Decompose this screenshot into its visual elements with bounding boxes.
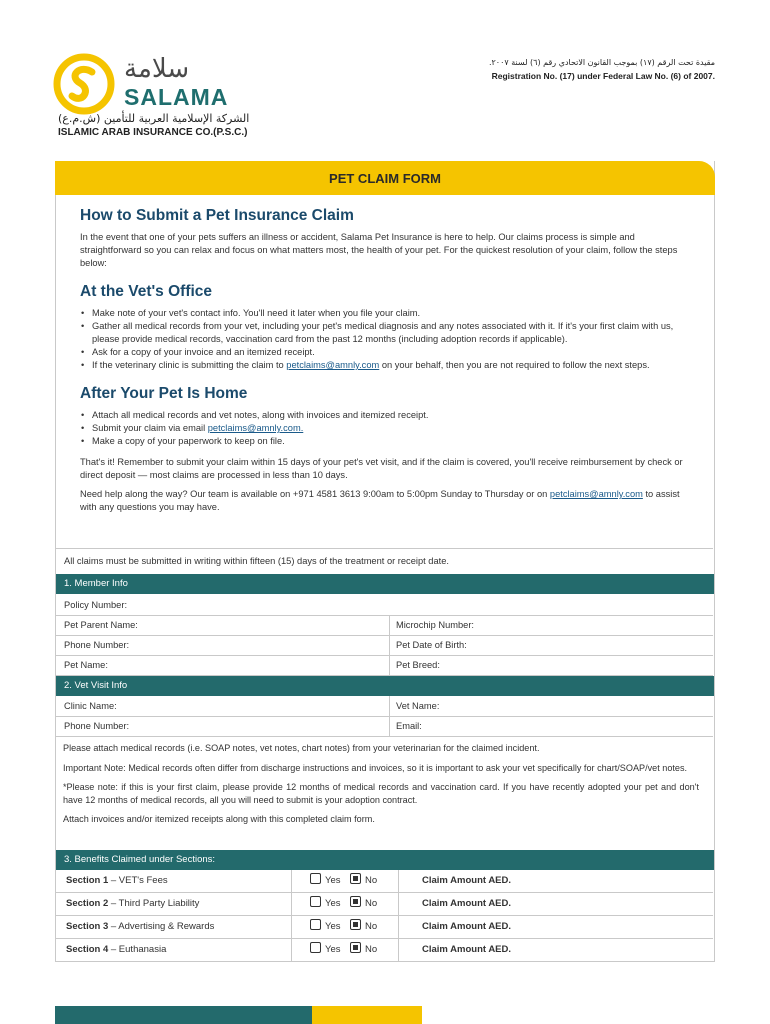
claim-amount-label[interactable]: Claim Amount AED. (422, 898, 512, 909)
phone-number-field[interactable]: Phone Number: (64, 640, 130, 650)
clinic-name-field[interactable]: Clinic Name: (64, 701, 117, 711)
company-name-arabic: الشركة الإسلامية العربية للتأمين (ش.م.ع) (58, 112, 250, 125)
instructions-section (80, 207, 690, 514)
checkbox-checked-icon[interactable] (350, 873, 361, 884)
form-row (56, 635, 713, 656)
note-text: Important Note: Medical records often differ from discharge instructions and invoices, so it is important to ask your vet specifically for chart/SOAP/vet notes. (63, 762, 688, 773)
checkbox-checked-icon[interactable] (350, 942, 361, 953)
note-text: *Please note: if this is your first claim, please provide 12 months of medical records and vaccination card. If you have recently adopted your pet and don't have 12 months of medical records, all you will need to submit is your adoption contract. (63, 782, 699, 805)
microchip-number-field[interactable]: Microchip Number: (389, 615, 474, 635)
after-home-heading: After Your Pet Is Home (80, 385, 248, 402)
section-title: 2. Vet Visit Info (64, 680, 128, 691)
yes-option[interactable]: Yes (310, 939, 341, 961)
checkbox-checked-icon[interactable] (350, 919, 361, 930)
help-text: to assist with any questions you may have. (80, 489, 680, 512)
medical-records-notes (63, 742, 699, 833)
list-item: • Make note of your vet's contact info. You'll need it later when you file your claim. (92, 307, 690, 320)
yes-no-options (291, 939, 399, 961)
note-text: Please attach medical records (i.e. SOAP notes, vet notes, chart notes) from your veterinarian for the claimed incident. (63, 743, 540, 753)
pet-date-of-birth-field[interactable]: Pet Date of Birth: (389, 635, 467, 655)
yes-no-options (291, 893, 399, 915)
claims-email-link[interactable]: petclaims@amnly.com (286, 360, 380, 370)
vets-office-heading: At the Vet's Office (80, 283, 213, 300)
benefit-row-section-4 (56, 939, 713, 962)
claim-amount-label[interactable]: Claim Amount AED. (422, 875, 512, 886)
pet-parent-name-field[interactable]: Pet Parent Name: (64, 620, 138, 630)
how-to-body: In the event that one of your pets suffers an illness or accident, Salama Pet Insurance is here to help. Our claims process is simple and straightforward so you can relax and focus on what matters most, the health of your pet. For the quickest resolution of your claim, follow the steps below: (80, 232, 678, 268)
vet-visit-info-header (56, 676, 714, 696)
yes-no-options (291, 916, 399, 938)
checkbox-icon[interactable] (310, 942, 321, 953)
list-item (92, 359, 690, 372)
vet-email-field[interactable]: Email: (389, 716, 422, 736)
claims-email-link[interactable]: petclaims@amnly.com. (207, 423, 304, 433)
list-item (92, 422, 690, 435)
yes-no-options (291, 870, 399, 892)
form-row (56, 615, 713, 636)
list-item: • Attach all medical records and vet notes, along with invoices and itemized receipt. (92, 409, 690, 422)
yes-option[interactable]: Yes (310, 893, 341, 915)
logo-arabic-text: سلامة (124, 54, 190, 84)
no-option[interactable]: No (350, 870, 377, 892)
benefit-row-section-2 (56, 893, 713, 916)
pet-breed-field[interactable]: Pet Breed: (389, 655, 440, 675)
no-option[interactable]: No (350, 939, 377, 961)
checkbox-icon[interactable] (310, 896, 321, 907)
vet-phone-number-field[interactable]: Phone Number: (64, 721, 130, 731)
list-item: • Ask for a copy of your invoice and an itemized receipt. (92, 346, 690, 359)
note-text: Attach invoices and/or itemized receipts along with this completed claim form. (63, 814, 375, 824)
field-label: Policy Number: (64, 600, 128, 610)
list-item: • Make a copy of your paperwork to keep on file. (92, 435, 690, 448)
form-row (56, 655, 713, 676)
member-info-header (56, 574, 714, 594)
section-label: Section 2 – Third Party Liability (66, 898, 200, 909)
policy-number-field[interactable] (56, 595, 713, 616)
deadline-note (56, 548, 713, 574)
claim-amount-label[interactable]: Claim Amount AED. (422, 944, 512, 955)
list-item-text: Submit your claim via email (92, 423, 208, 433)
section-title: 3. Benefits Claimed under Sections: (64, 854, 216, 865)
section-title: 1. Member Info (64, 578, 128, 589)
list-item: • Gather all medical records from your vet, including your pet's medical diagnosis and any notes associated with it. If it's your first claim with us, please provide medical records, vaccination card from the past 12 months (including adoption records if applicable). (92, 320, 690, 346)
checkbox-checked-icon[interactable] (350, 896, 361, 907)
deadline-text: All claims must be submitted in writing within fifteen (15) days of the treatment or receipt date. (64, 556, 449, 566)
footer-teal-bar (55, 1006, 312, 1024)
claim-amount-label[interactable]: Claim Amount AED. (422, 921, 512, 932)
no-option[interactable]: No (350, 893, 377, 915)
company-name-english: ISLAMIC ARAB INSURANCE CO.(P.S.C.) (58, 127, 248, 138)
no-option[interactable]: No (350, 916, 377, 938)
salama-emblem-icon (52, 52, 116, 116)
claims-email-link[interactable]: petclaims@amnly.com (549, 489, 643, 499)
how-to-heading: How to Submit a Pet Insurance Claim (80, 207, 354, 224)
logo-latin-text: SALAMA (124, 84, 229, 110)
registration-english: Registration No. (17) under Federal Law No. (6) of 2007. (491, 71, 715, 81)
checkbox-icon[interactable] (310, 873, 321, 884)
form-row (56, 716, 713, 737)
checkbox-icon[interactable] (310, 919, 321, 930)
footer-yellow-bar (312, 1006, 422, 1024)
form-title: PET CLAIM FORM (55, 161, 715, 195)
vets-office-list (80, 307, 690, 372)
registration-arabic: مقيدة تحت الرقم (١٧) بموجب القانون الاتحادي رقم (٦) لسنة ٢٠٠٧. (488, 58, 715, 67)
benefit-row-section-3 (56, 916, 713, 939)
benefit-row-section-1 (56, 870, 713, 893)
section-label: Section 4 – Euthanasia (66, 944, 167, 955)
form-row (56, 696, 713, 717)
section-label: Section 3 – Advertising & Rewards (66, 921, 215, 932)
section-label: Section 1 – VET's Fees (66, 875, 168, 886)
after-home-list (80, 409, 690, 448)
help-paragraph (80, 488, 690, 514)
yes-option[interactable]: Yes (310, 870, 341, 892)
list-item-text: If the veterinary clinic is submitting the claim to (92, 360, 287, 370)
reminder-paragraph: That's it! Remember to submit your claim within 15 days of your pet's vet visit, and if the claim is covered, you'll receive reimbursement by check or direct deposit — most claims are processed in less than 10 days. (80, 457, 683, 480)
pet-name-field[interactable]: Pet Name: (64, 660, 108, 670)
benefits-header (56, 850, 714, 870)
list-item-text: on your behalf, then you are not required to follow the next steps. (379, 360, 650, 370)
help-text: Need help along the way? Our team is available on +971 4581 3613 9:00am to 5:00pm Sunday to Thursday or on (80, 489, 550, 499)
vet-name-field[interactable]: Vet Name: (389, 696, 439, 716)
yes-option[interactable]: Yes (310, 916, 341, 938)
